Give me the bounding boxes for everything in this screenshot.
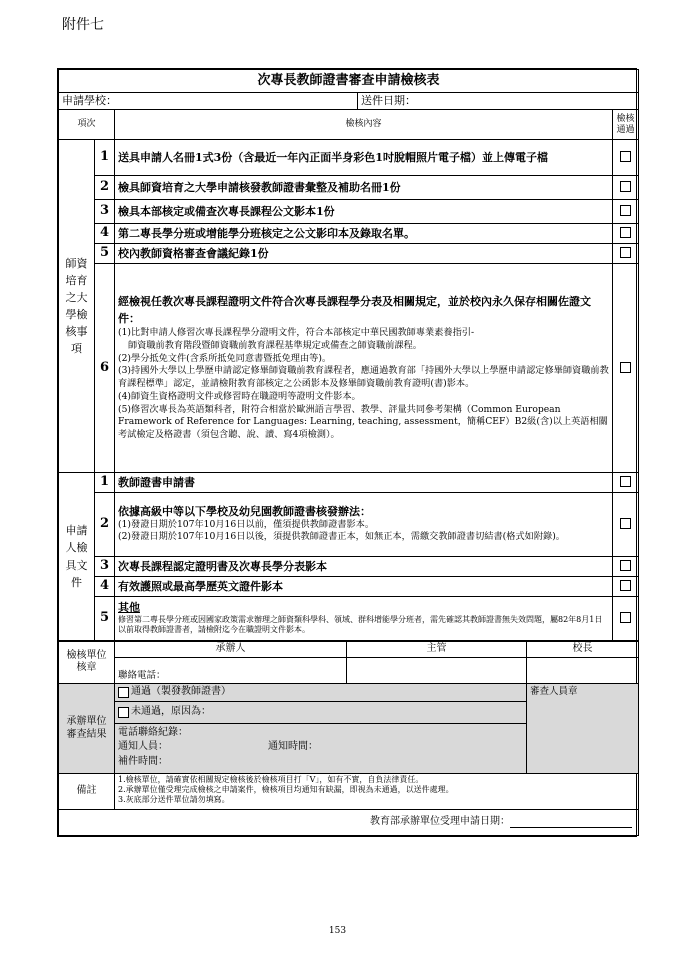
header-item: 項次 [59, 110, 115, 140]
item-content: 次專長課程認定證明書及次專長學分表影本 [115, 557, 613, 577]
checklist-form [57, 68, 637, 837]
item-number: 2 [95, 176, 115, 200]
fail-label: 未通過，原因為： [131, 705, 211, 717]
check-box[interactable] [620, 580, 631, 591]
item-subline: (1)發證日期於107年10月16日以前，僅須提供教師證書影本。 [118, 518, 375, 530]
item-number: 5 [95, 244, 115, 264]
item-number: 4 [95, 224, 115, 244]
receive-date-field[interactable] [510, 817, 632, 828]
remark-line: 2.承辦單位僅受理完成檢核之申請案件，檢核項目均通知有缺漏，即視為未通過，以送件處理。 [118, 784, 454, 794]
reviewer-seal[interactable]: 審查人員章 [527, 683, 639, 773]
notify-time-label: 通知時間： [268, 741, 318, 752]
check-box[interactable] [620, 151, 631, 162]
check-box[interactable] [620, 476, 631, 487]
item-heading: 經檢視任教次專長課程證明文件符合次專長課程學分表及相關規定，並於校內永久保存相關佐證文件： [118, 295, 591, 325]
item-content: 校內教師資格審查會議紀錄1份 [115, 244, 613, 264]
annex-label: 附件七 [62, 17, 104, 33]
check-box[interactable] [620, 181, 631, 192]
item-subline: (3)持國外大學以上學歷申請認定修畢師資職前教育課程者，應通過教育部「持國外大學以上學歷申請認定修畢師資職前教育課程標準」認定，並請檢附教育部核定之公函影本及修畢師資職前教育證明(書)影本。 [118, 365, 609, 390]
phone-record-label: 電話聯絡紀錄： [118, 726, 188, 738]
item-number: 4 [95, 577, 115, 597]
item-subline: (2)發證日期於107年10月16日以後，須提供教師證書正本，如無正本，需繳交教師證書切結書(格式如附錄)。 [118, 531, 565, 543]
item-content [115, 264, 613, 473]
receive-date-row [59, 809, 639, 835]
fail-option[interactable] [115, 702, 526, 724]
item-number: 6 [95, 264, 115, 473]
item-number: 3 [95, 557, 115, 577]
item-subline: (5)修習次專長為英語類科者，附符合相當於歐洲語言學習、教學、評量共同參考架構（Common European Framework of Reference for Languages: Learning, teaching, assessment，簡稱CEF）B2級(含)以上英語相關考試檢定及格證書（須包含聽、說、讀、寫4項檢測）。 [118, 403, 608, 440]
item-content: 檢具師資培育之大學申請核發教師證書彙整及補助名冊1份 [115, 176, 613, 200]
check-box[interactable] [620, 227, 631, 238]
result-label: 承辦單位 審查結果 [59, 683, 115, 773]
header-content: 檢核內容 [115, 110, 613, 140]
review-table [58, 641, 639, 836]
item-number: 2 [95, 493, 115, 557]
pass-option[interactable] [115, 684, 526, 702]
item-content: 檢具本部核定或備查次專長課程公文影本1份 [115, 200, 613, 224]
principal-label: 校長 [527, 642, 639, 658]
principal-seal[interactable] [527, 657, 639, 683]
item-heading: 依據高級中等以下學校及幼兒園教師證書核發辦法： [118, 504, 371, 518]
item-heading: 其他 [118, 601, 140, 615]
pass-label: 通過（製發教師證書） [131, 685, 231, 697]
supervisor-label: 主管 [347, 642, 527, 658]
receive-date-label: 教育部承辦單位受理申請日期： [370, 815, 510, 827]
item-subline: 師資職前教育階段暨師資職前教育課程基準規定或備查之師資職前課程。 [128, 340, 422, 352]
item-subline: (1)比對申請人修習次專長課程學分證明文件，符合本部核定中華民國教師專業素養指引- [118, 327, 475, 339]
phone-field[interactable]: 聯絡電話： [115, 657, 347, 683]
item-subline: (2)學分抵免文件(含系所抵免同意書暨抵免理由等)。 [118, 352, 332, 364]
item-content: 送具申請人名冊1式3份（含最近一年內正面半身彩色1吋脫帽照片電子檔）並上傳電子檔 [115, 140, 613, 176]
item-number: 1 [95, 140, 115, 176]
handler-label: 承辦人 [115, 642, 347, 658]
remarks-label: 備註 [59, 773, 115, 809]
check-box[interactable] [620, 560, 631, 571]
check-box[interactable] [620, 247, 631, 258]
item-content [115, 597, 613, 641]
pass-checkbox[interactable] [118, 687, 129, 698]
notify-row [118, 740, 523, 755]
category-applicant-documents: 申請 人檢 具文 件 [59, 473, 95, 641]
item-content: 教師證書申請書 [115, 473, 613, 493]
unit-seal-label: 檢核單位 核章 [59, 642, 115, 684]
item-content [115, 493, 613, 557]
supervisor-seal[interactable] [347, 657, 527, 683]
item-content: 第二專長學分班或增能學分班核定之公文影印本及錄取名單。 [115, 224, 613, 244]
check-box[interactable] [620, 205, 631, 216]
notify-person-label: 通知人員： [118, 741, 168, 752]
item-number: 1 [95, 473, 115, 493]
item-number: 5 [95, 597, 115, 641]
remark-line: 3.灰底部分送件單位請勿填寫。 [118, 795, 230, 805]
supplement-time-label: 補件時間： [118, 755, 168, 767]
school-field[interactable]: 申請學校： [59, 93, 358, 109]
item-content: 有效護照或最高學歷英文證件影本 [115, 577, 613, 597]
check-box[interactable] [620, 518, 631, 529]
remark-line: 1.檢核單位，請確實依相關規定檢核後於檢核項目打「V」，如有不實，自負法律責任。 [118, 774, 424, 784]
header-check: 檢核 通過 [613, 110, 639, 140]
item-subline: (4)師資生資格證明文件或修習時在職證明等證明文件影本。 [118, 390, 361, 402]
category-university-checks: 師資 培育 之大 學檢 核事 項 [59, 140, 95, 473]
checklist-table [58, 69, 639, 641]
fail-checkbox[interactable] [118, 707, 129, 718]
item-number: 3 [95, 200, 115, 224]
item-subline: 修習第二專長學分班或因國家政策需求辦理之師資類科學科、領域、群科增能學分班者，需先確認其教師證書無失效問題，屬82年8月1日以前取得教師證書者，請檢附迄今在職證明文件影本。 [118, 614, 603, 635]
check-box[interactable] [620, 612, 631, 623]
check-box[interactable] [620, 362, 631, 373]
page-number: 153 [328, 926, 347, 936]
submit-date-field[interactable]: 送件日期： [361, 94, 416, 107]
form-title: 次專長教師證書審查申請檢核表 [59, 70, 639, 93]
